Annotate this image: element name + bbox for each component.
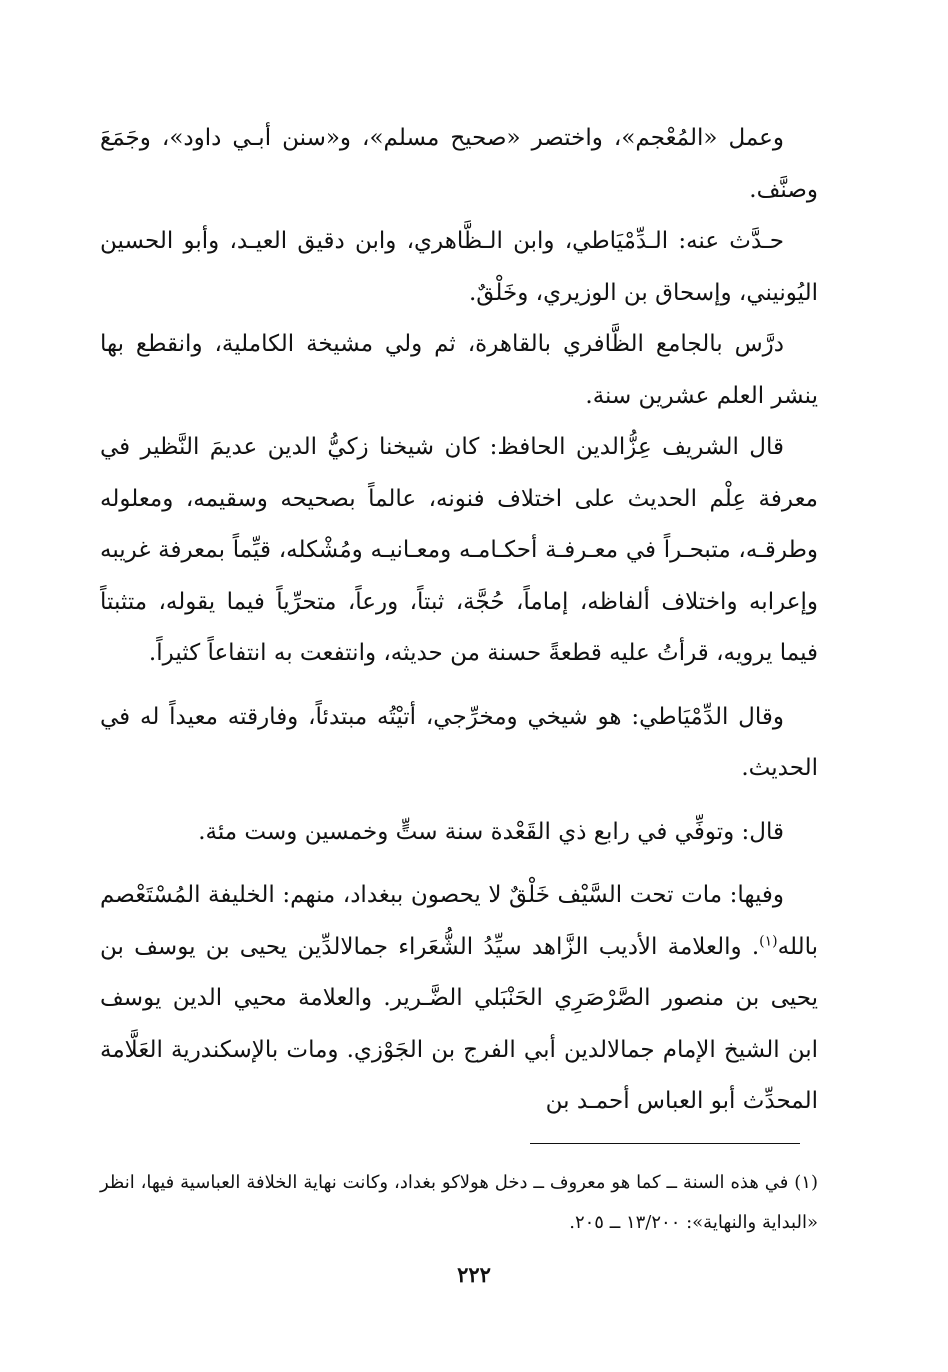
paragraph-deaths-this-year (100, 870, 818, 1128)
paragraph-narrators: حـدَّث عنه: الـدِّمْيَاطي، وابن الـظَّاهري، وابن دقيق العيـد، وأبو الحسين اليُونيني، وإسحاق بن الوزيري، وخَلْقٌ. (100, 228, 818, 306)
deaths-text-continued: . والعلامة الأديب الزَّاهد سيِّدُ الشُّعَراء جمالالدِّين يحيى بن يوسف بن يحيى بن منصور الصَّرْصَرِي الحَنْبَلي الضَّـرير. والعلامة محيي الدين يوسف ابن الشيخ الإمام جمالالدين أبي الفرج بن الجَوْزي. ومات بالإسكندرية العَلَّامة المحدِّث أبو العباس أحمـد بن (100, 933, 818, 1114)
paragraph-works: وعمل «المُعْجم»، واختصر «صحيح مسلم»، و«سنن أبـي داود»، وجَمَعَ وصنَّف. (100, 125, 818, 203)
paragraph-dimyati-quote: وقال الدِّمْيَاطي: هو شيخي ومخرِّجي، أتيْتُه مبتدئاً، وفارقته معيداً له في الحديث. (100, 703, 818, 781)
deaths-text-start: وفيها: مات تحت السَّيْف خَلْقٌ لا يحصون ببغداد، منهم: الخليفة المُسْتَعْصم بالله (100, 882, 818, 960)
footnote-reference[interactable]: (١) (759, 932, 778, 949)
page-number: ٢٢٢ (457, 1262, 491, 1287)
paragraph-sharif-quote: قال الشريف عِزُّالدين الحافظ: كان شيخنا زكيُّ الدين عديمَ النَّظير في معرفة عِلْم الحديث على اختلاف فنونه، عالماً بصحيحه وسقيمه، ومعلوله وطرقـه، متبحـراً في معـرفـة أحكـامـه ومعـانيـه ومُشْكله، قيِّماً بمعرفة غريبه وإعرابه واختلاف ألفاظه، إماماً، حُجَّة، ثبتاً، ورعاً، متحرِّياً فيما يقوله، متثبتاً فيما يرويه، قرأتُ عليه قطعةً حسنة من حديثه، وانتفعت به انتفاعاً كثيراً. (100, 434, 818, 666)
main-text-block (100, 113, 818, 1128)
footnote-divider (530, 1143, 800, 1144)
paragraph-death-date: قال: وتوفِّي في رابع ذي القَعْدة سنة ستٍّ وخمسين وست مئة. (198, 818, 784, 845)
paragraph-teaching: درَّس بالجامع الظَّافري بالقاهرة، ثم ولي مشيخة الكاملية، وانقطع بها ينشر العلم عشرين سنة. (100, 331, 818, 409)
footnote-text: (١) في هذه السنة ــ كما هو معروف ــ دخل هولاكو بغداد، وكانت نهاية الخلافة العباسية فيها، انظر «البداية والنهاية»: ١٣/٢٠٠ ــ ٢٠٥. (100, 1172, 818, 1233)
